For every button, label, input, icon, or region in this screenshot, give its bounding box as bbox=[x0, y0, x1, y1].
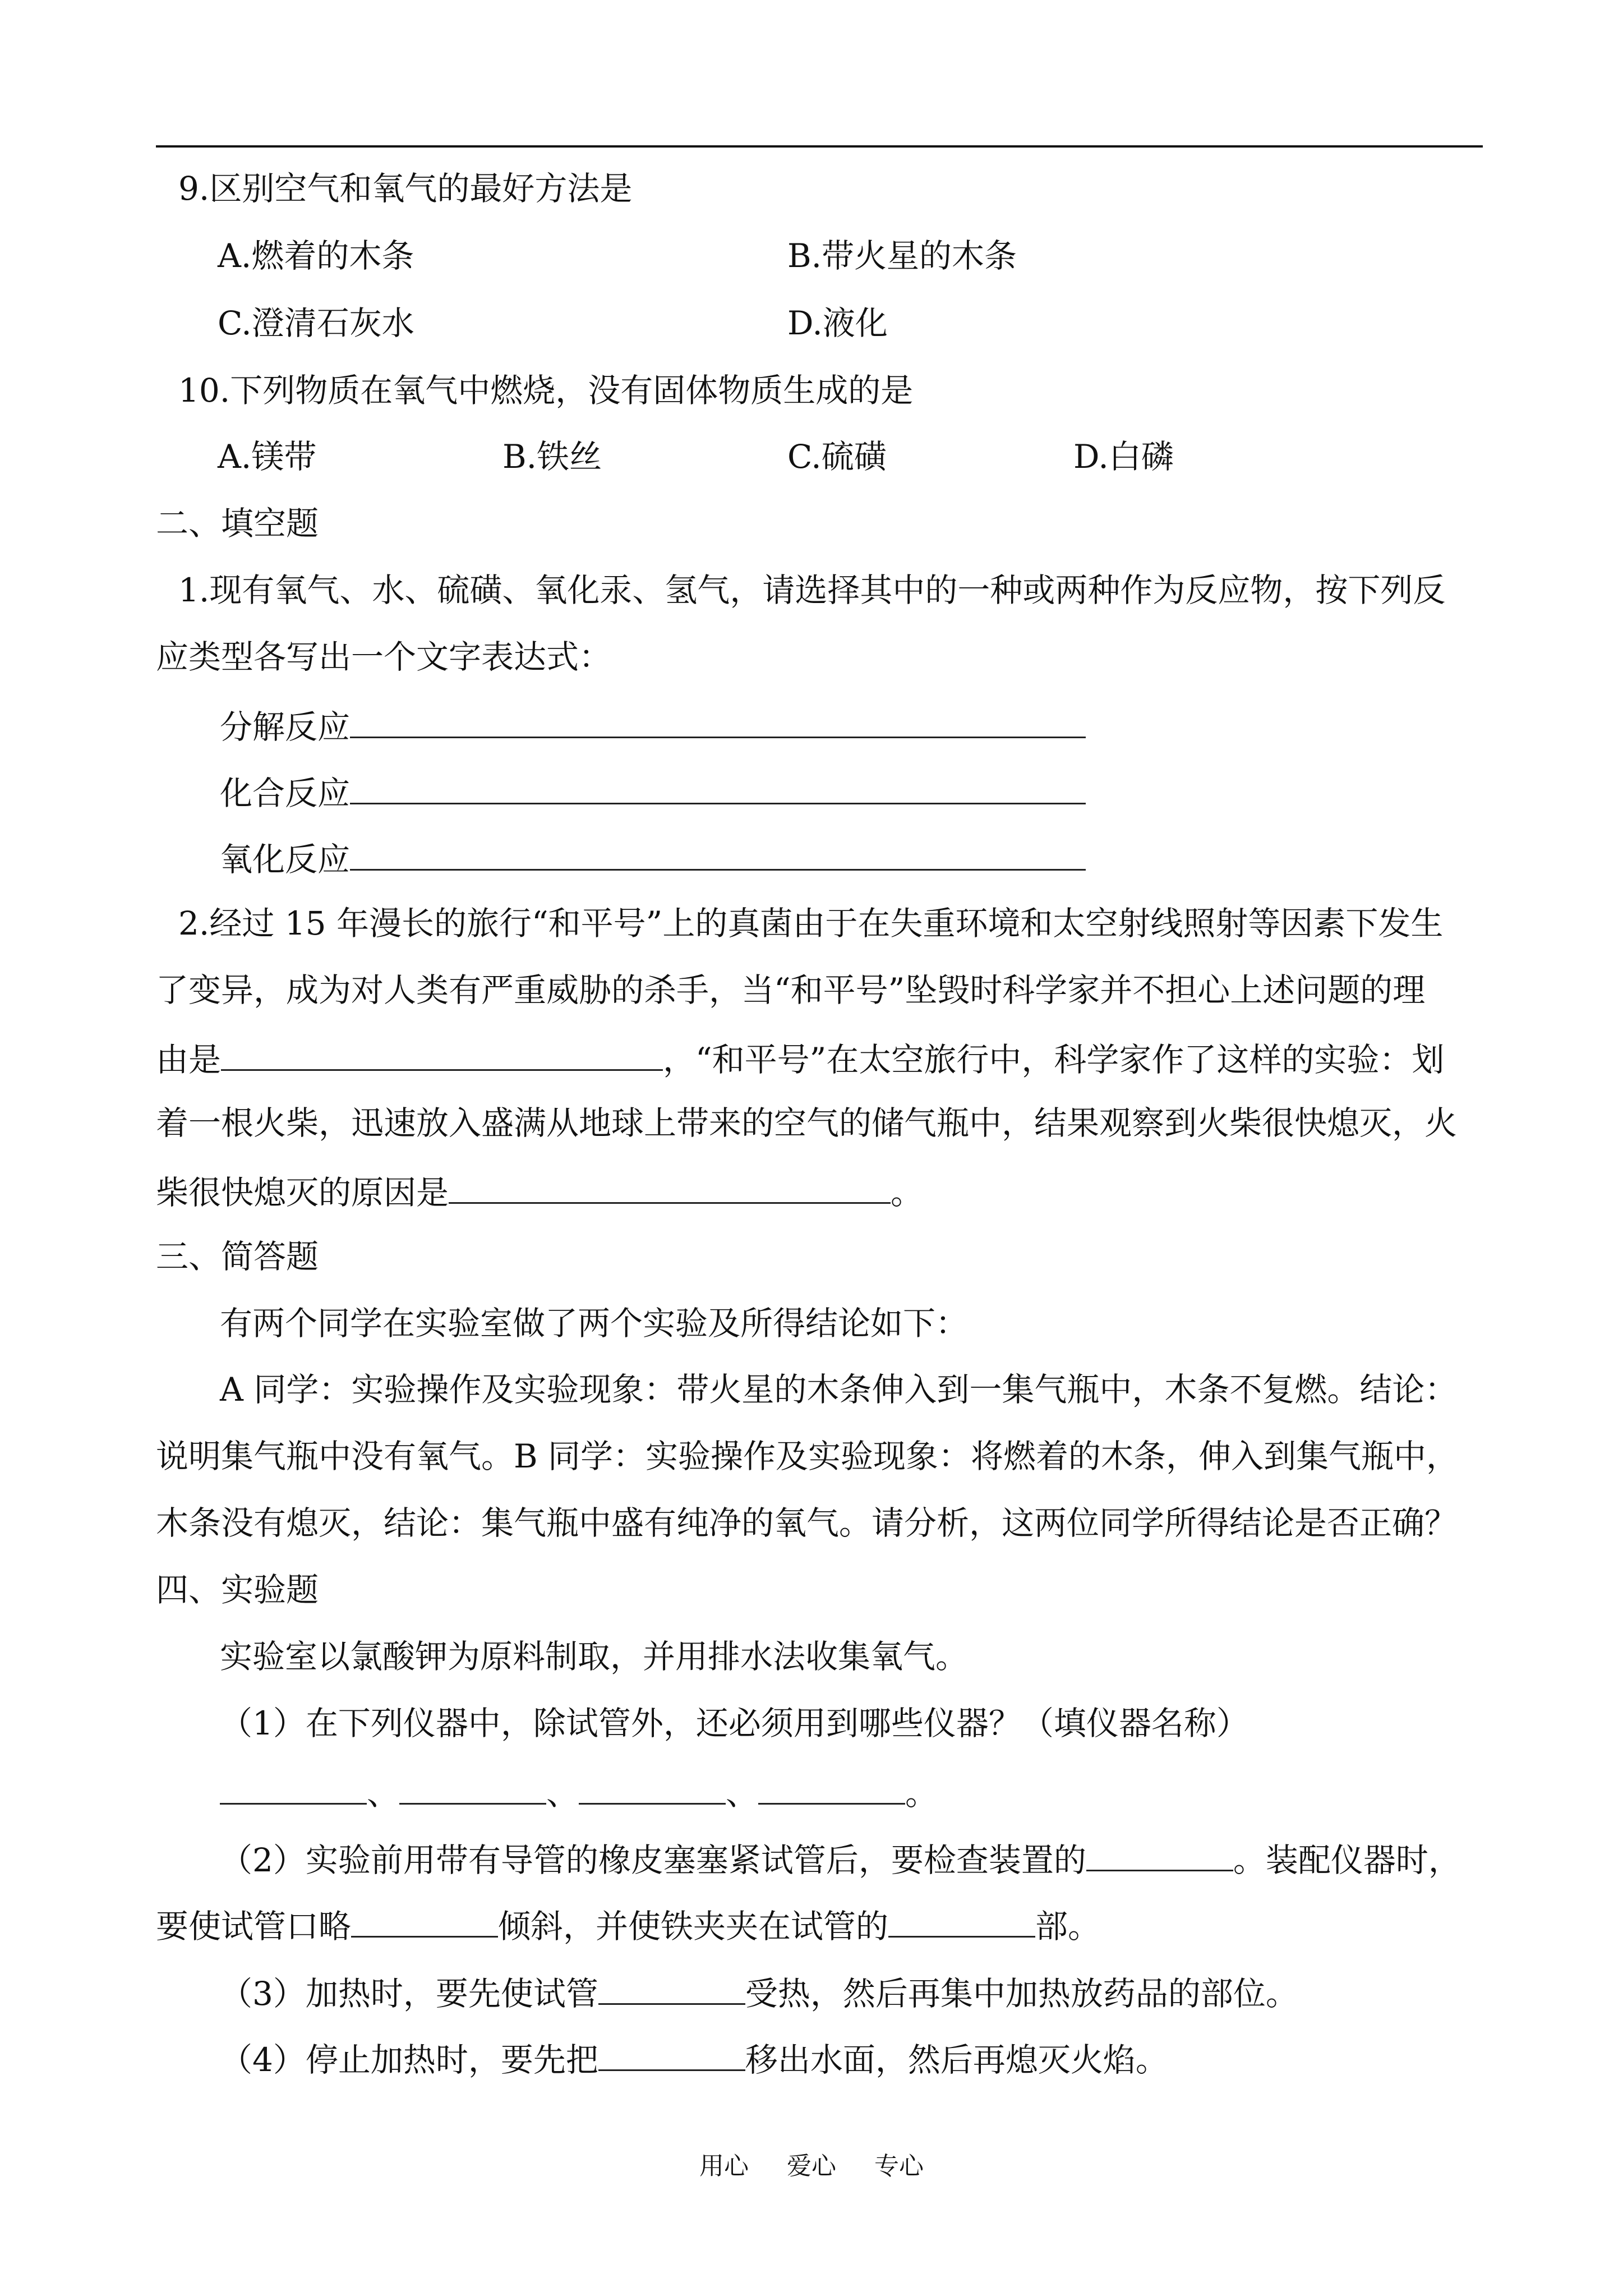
experiment-intro: 实验室以氯酸钾为原料制取，并用排水法收集氧气。 bbox=[220, 1637, 969, 1676]
step-2-text-d: 倾斜，并使铁夹夹在试管的 bbox=[498, 1907, 889, 1945]
step-2-text-b: 。装配仪器时， bbox=[1233, 1841, 1461, 1879]
short-para-line2: 说明集气瓶中没有氧气。B 同学：实验操作及实验现象：将燃着的木条，伸入到集气瓶中， bbox=[156, 1437, 1459, 1475]
instrument-blank-3[interactable] bbox=[579, 1770, 726, 1805]
experiment-step-2-line2 bbox=[156, 1903, 1100, 1947]
reason-blank-2[interactable] bbox=[449, 1170, 891, 1204]
fill-q2-line3 bbox=[156, 1037, 1444, 1080]
step-2-text-e: 部。 bbox=[1035, 1907, 1101, 1945]
fill-q2-line2: 了变异，成为对人类有严重威胁的杀手，当“和平号”坠毁时科学家并不担心上述问题的理 bbox=[156, 971, 1426, 1009]
fill-q2-line5-end: 。 bbox=[891, 1174, 924, 1212]
q10-option-a: A.镁带 bbox=[218, 438, 317, 476]
short-para-line3: 木条没有熄灭，结论：集气瓶中盛有纯净的氧气。请分析，这两位同学所得结论是否正确？ bbox=[156, 1504, 1458, 1542]
instrument-blank-1[interactable] bbox=[220, 1770, 367, 1805]
instrument-blanks-line bbox=[220, 1770, 938, 1814]
q10-option-b: B.铁丝 bbox=[502, 438, 602, 476]
q10-option-d: D.白磷 bbox=[1073, 438, 1174, 476]
fill-q2-line5-start: 柴很快熄灭的原因是 bbox=[156, 1174, 449, 1212]
footer-word-3: 专心 bbox=[874, 2152, 924, 2180]
terminator: 。 bbox=[905, 1774, 938, 1812]
section-heading-fill: 二、填空题 bbox=[156, 504, 319, 542]
experiment-step-1: （1）在下列仪器中，除试管外，还必须用到哪些仪器？（填仪器名称） bbox=[220, 1704, 1249, 1742]
fill-q2-line1: 2.经过 15 年漫长的旅行“和平号”上的真菌由于在失重环境和太空射线照射等因素下发生 bbox=[178, 904, 1444, 942]
oxidation-blank[interactable] bbox=[350, 836, 1086, 871]
apparatus-check-blank[interactable] bbox=[1086, 1837, 1233, 1871]
header-rule bbox=[156, 145, 1483, 148]
tilt-direction-blank[interactable] bbox=[351, 1903, 498, 1938]
section-heading-short: 三、简答题 bbox=[156, 1237, 319, 1276]
decomposition-answer-line bbox=[220, 704, 1086, 747]
step-4-text-b: 移出水面，然后再熄灭火焰。 bbox=[745, 2041, 1168, 2079]
q9-stem: 9.区别空气和氧气的最好方法是 bbox=[178, 169, 633, 208]
fill-q2-line3-start: 由是 bbox=[156, 1041, 222, 1079]
q9-option-b: B.带火星的木条 bbox=[787, 237, 1017, 275]
step-2-text-a: （2）实验前用带有导管的橡皮塞塞紧试管后，要检查装置的 bbox=[220, 1841, 1086, 1879]
fill-q2-line5 bbox=[156, 1170, 923, 1213]
combination-blank[interactable] bbox=[350, 770, 1086, 804]
q10-option-c: C.硫磺 bbox=[787, 438, 887, 476]
short-intro: 有两个同学在实验室做了两个实验及所得结论如下： bbox=[220, 1304, 969, 1342]
step-3-text-b: 受热，然后再集中加热放药品的部位。 bbox=[745, 1975, 1298, 2013]
fill-q2-line3-end: ，“和平号”在太空旅行中，科学家作了这样的实验：划 bbox=[663, 1041, 1445, 1079]
q10-stem: 10.下列物质在氧气中燃烧，没有固体物质生成的是 bbox=[178, 371, 914, 409]
decomposition-blank[interactable] bbox=[350, 704, 1086, 738]
oxidation-label: 氧化反应 bbox=[220, 840, 351, 878]
separator: 、 bbox=[726, 1774, 759, 1812]
step-2-text-c: 要使试管口略 bbox=[156, 1907, 352, 1945]
experiment-step-4 bbox=[220, 2037, 1168, 2080]
fill-q2-line4: 着一根火柴，迅速放入盛满从地球上带来的空气的储气瓶中，结果观察到火柴很快熄灭，火 bbox=[156, 1104, 1458, 1142]
footer-word-1: 用心 bbox=[699, 2152, 749, 2180]
instrument-blank-4[interactable] bbox=[758, 1770, 905, 1805]
decomposition-label: 分解反应 bbox=[220, 708, 351, 746]
page-footer bbox=[0, 2151, 1623, 2182]
short-para-line1: A 同学：实验操作及实验现象：带火星的木条伸入到一集气瓶中，木条不复燃。结论： bbox=[220, 1370, 1458, 1409]
experiment-step-3 bbox=[220, 1971, 1298, 2014]
step-3-text-a: （3）加热时，要先使试管 bbox=[220, 1975, 598, 2013]
fill-q1-line2: 应类型各写出一个文字表达式： bbox=[156, 638, 612, 676]
heating-blank[interactable] bbox=[598, 1971, 745, 2005]
separator: 、 bbox=[546, 1774, 579, 1812]
combination-answer-line bbox=[220, 770, 1086, 813]
reason-blank-1[interactable] bbox=[221, 1037, 663, 1071]
footer-word-2: 爱心 bbox=[787, 2152, 836, 2180]
q9-option-c: C.澄清石灰水 bbox=[218, 304, 414, 342]
q9-option-a: A.燃着的木条 bbox=[218, 237, 414, 275]
oxidation-answer-line bbox=[220, 836, 1086, 880]
clamp-position-blank[interactable] bbox=[888, 1903, 1035, 1938]
step-4-text-a: （4）停止加热时，要先把 bbox=[220, 2041, 598, 2079]
remove-from-water-blank[interactable] bbox=[598, 2037, 745, 2071]
combination-label: 化合反应 bbox=[220, 774, 351, 812]
experiment-step-2-line1 bbox=[220, 1837, 1461, 1880]
fill-q1-line1: 1.现有氧气、水、硫磺、氧化汞、氢气，请选择其中的一种或两种作为反应物，按下列反 bbox=[178, 571, 1446, 609]
separator: 、 bbox=[367, 1774, 400, 1812]
q9-option-d: D.液化 bbox=[787, 304, 888, 342]
instrument-blank-2[interactable] bbox=[399, 1770, 546, 1805]
section-heading-experiment: 四、实验题 bbox=[156, 1571, 319, 1609]
